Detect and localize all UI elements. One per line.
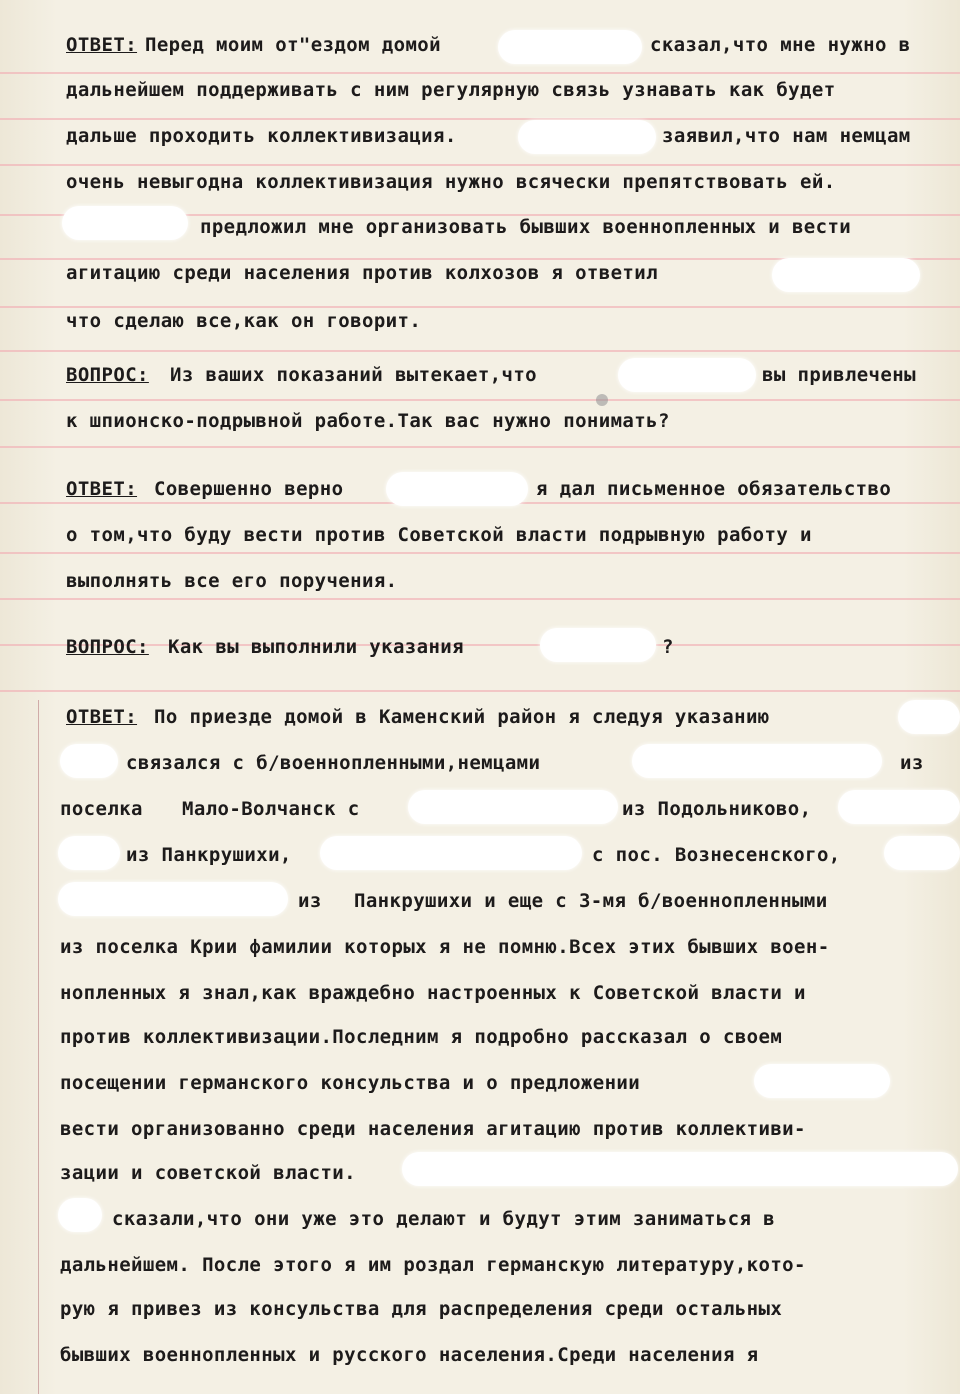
line-segment: По приезде домой в Каменский район я следуя указанию [154, 706, 770, 728]
line-segment: зации и советской власти. [60, 1162, 356, 1184]
line-segment: Из ваших показаний вытекает,что [170, 364, 538, 386]
text-line [0, 79, 960, 119]
line-segment: Совершенно верно [154, 478, 344, 500]
answer-label: ОТВЕТ: [66, 34, 138, 56]
line-segment: из поселка Крии фамилии которых я не помню.Всех этих бывших воен- [60, 936, 830, 958]
ruled-line [0, 350, 960, 352]
line-segment: Перед моим от"ездом домой [145, 34, 441, 56]
line-segment: очень невыгодна коллективизация нужно всячески препятствовать ей. [66, 171, 836, 193]
text-line [0, 364, 960, 404]
redaction-mark [408, 790, 618, 824]
line-segment: из Панкрушихи, [126, 844, 292, 866]
line-segment: Мало-Волчанск с [182, 798, 360, 820]
redaction-mark [898, 700, 960, 734]
redaction-mark [884, 836, 960, 870]
line-segment: дальнейшем поддерживать с ним регулярную связь узнавать как будет [66, 79, 836, 101]
text-line [0, 125, 960, 165]
line-segment: заявил,что нам немцам [662, 125, 911, 147]
line-segment: из [900, 752, 924, 774]
line-segment: сказал,что мне нужно в [650, 34, 911, 56]
line-segment: рую я привез из консульства для распределения среди остальных [60, 1298, 783, 1320]
line-segment: агитацию среди населения против колхозов я ответил [66, 262, 658, 284]
text-line [0, 636, 960, 676]
text-line [0, 570, 960, 610]
answer-label: ОТВЕТ: [66, 478, 138, 500]
text-line [0, 410, 960, 450]
text-line [0, 1298, 960, 1338]
text-line [0, 171, 960, 211]
redaction-mark [518, 120, 656, 154]
line-segment: предложил мне организовать бывших военнопленных и вести [200, 216, 852, 238]
text-line [0, 1254, 960, 1294]
line-segment: посещении германского консульства и о предложении [60, 1072, 641, 1094]
line-segment: против коллективизации.Последним я подробно рассказал о своем [60, 1026, 783, 1048]
text-line [0, 216, 960, 256]
line-segment: вести организованно среди населения агитацию против коллективи- [60, 1118, 806, 1140]
redaction-mark [772, 258, 920, 292]
text-line [0, 982, 960, 1022]
line-segment: Панкрушихи и еще с 3-мя б/военнопленными [354, 890, 828, 912]
text-line [0, 890, 960, 930]
text-line [0, 1026, 960, 1066]
text-line [0, 34, 960, 74]
ruled-line [0, 690, 960, 692]
line-segment: с пос. Вознесенского, [592, 844, 841, 866]
line-segment: я дал письменное обязательство [536, 478, 892, 500]
text-line [0, 524, 960, 564]
redaction-mark [402, 1152, 958, 1186]
redaction-mark [618, 358, 756, 392]
redaction-mark [498, 30, 642, 64]
text-line [0, 936, 960, 976]
line-segment: что сделаю все,как он говорит. [66, 310, 422, 332]
line-segment: о том,что буду вести против Советской власти подрывную работу и [66, 524, 812, 546]
line-segment: дальше проходить коллективизация. [66, 125, 457, 147]
question-label: ВОПРОС: [66, 636, 149, 658]
line-segment: к шпионско-подрывной работе.Так вас нужно понимать? [66, 410, 670, 432]
redaction-mark [320, 836, 582, 870]
line-segment: сказали,что они уже это делают и будут этим заниматься в [112, 1208, 775, 1230]
redaction-mark [838, 790, 960, 824]
ruled-line [0, 306, 960, 308]
line-segment: из [298, 890, 322, 912]
line-segment: поселка [60, 798, 143, 820]
line-segment: дальнейшем. После этого я им роздал германскую литературу,кото- [60, 1254, 806, 1276]
line-segment: из Подольниково, [622, 798, 812, 820]
answer-label: ОТВЕТ: [66, 706, 138, 728]
text-line [0, 1344, 960, 1384]
redaction-mark [632, 744, 882, 778]
redaction-mark [754, 1064, 890, 1098]
text-line [0, 310, 960, 350]
redaction-mark [386, 472, 528, 506]
text-line [0, 706, 960, 746]
redaction-mark [540, 628, 656, 662]
line-segment: нопленных я знал,как враждебно настроенных к Советской власти и [60, 982, 806, 1004]
line-segment: ? [662, 636, 674, 658]
line-segment: бывших военнопленных и русского населения.Среди населения я [60, 1344, 759, 1366]
line-segment: вы привлечены [762, 364, 916, 386]
line-segment: выполнять все его поручения. [66, 570, 398, 592]
question-label: ВОПРОС: [66, 364, 149, 386]
line-segment: связался с б/военнопленными,немцами [126, 752, 541, 774]
text-line [0, 1208, 960, 1248]
line-segment: Как вы выполнили указания [168, 636, 464, 658]
